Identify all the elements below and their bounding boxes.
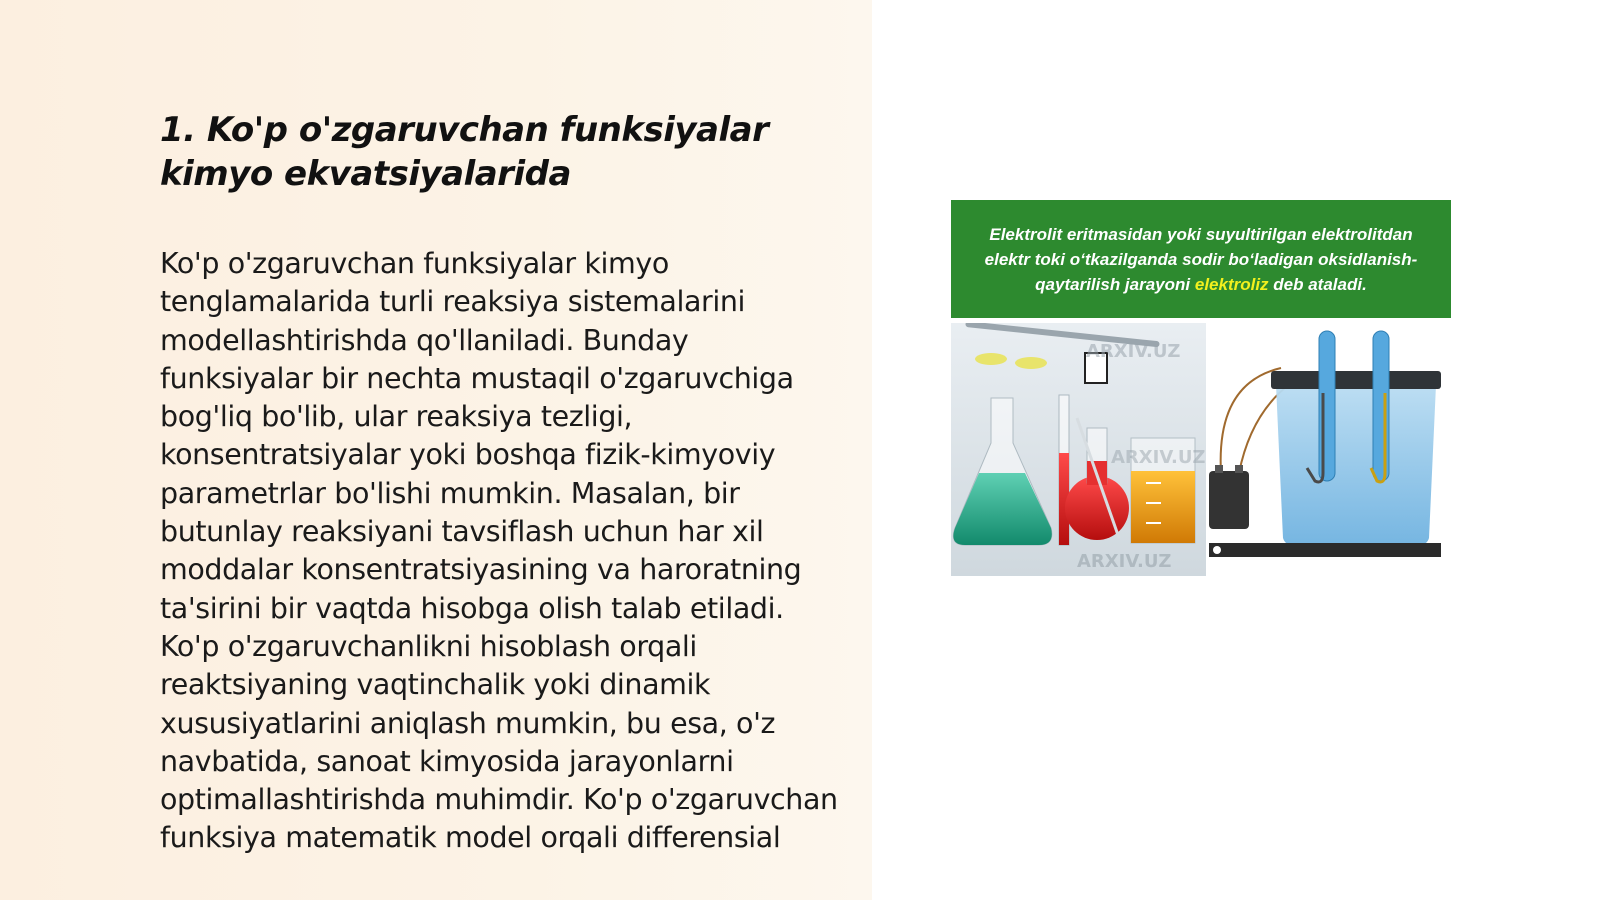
slide-body-text: Ko'p o'zgaruvchan funksiyalar kimyo tenglamalarida turli reaksiya sistemalarini modellashtirishda qo'llaniladi. Bunday funksiyalar bir nechta mustaqil o'zgaruvchiga bog'liq bo'lib, ular reaksiya tezligi, konsentratsiyalar yoki boshqa fizik-kimyoviy parametrlar bo'lishi mumkin. Masalan, bir butunlay reaksiyani tavsiflash uchun har xil moddalar konsentratsiyasining va haroratning ta'sirini bir vaqtda hisobga olish talab etiladi. Ko'p o'zgaruvchanlikni hisoblash orqali reaktsiyaning vaqtinchalik yoki dinamik xususiyatlarini aniqlash mumkin, bu esa, o'z navbatida, sanoat kimyosida jarayonlarni optimallashtirishda muhimdir. Ko'p o'zgaruvchan funksiya matematik model orqali differensial xyxy=(160,247,838,855)
definition-box xyxy=(951,200,1451,318)
electrolysis-figure xyxy=(951,200,1451,576)
watermark-bottom: ARXIV.UZ xyxy=(1077,551,1172,572)
electrolysis-apparatus-photo xyxy=(1206,323,1451,558)
watermark-middle: ARXIV.UZ xyxy=(1111,447,1206,468)
definition-text-start: Elektrolit eritmasidan yoki suyultirilgan elektrolitdan elektr toki o‘tkazilganda sodir bo‘ladigan oksidlanish-qaytarilish jarayoni xyxy=(984,224,1418,294)
slide-title: 1. Ko'p o'zgaruvchan funksiyalar kimyo ekvatsiyalarida xyxy=(160,110,769,194)
lab-photo xyxy=(951,323,1451,576)
definition-text xyxy=(971,222,1431,297)
definition-text-end: deb ataladi. xyxy=(1268,274,1367,294)
watermark-top: ARXIV.UZ xyxy=(1086,341,1181,362)
definition-highlight-word: elektroliz xyxy=(1194,274,1269,294)
